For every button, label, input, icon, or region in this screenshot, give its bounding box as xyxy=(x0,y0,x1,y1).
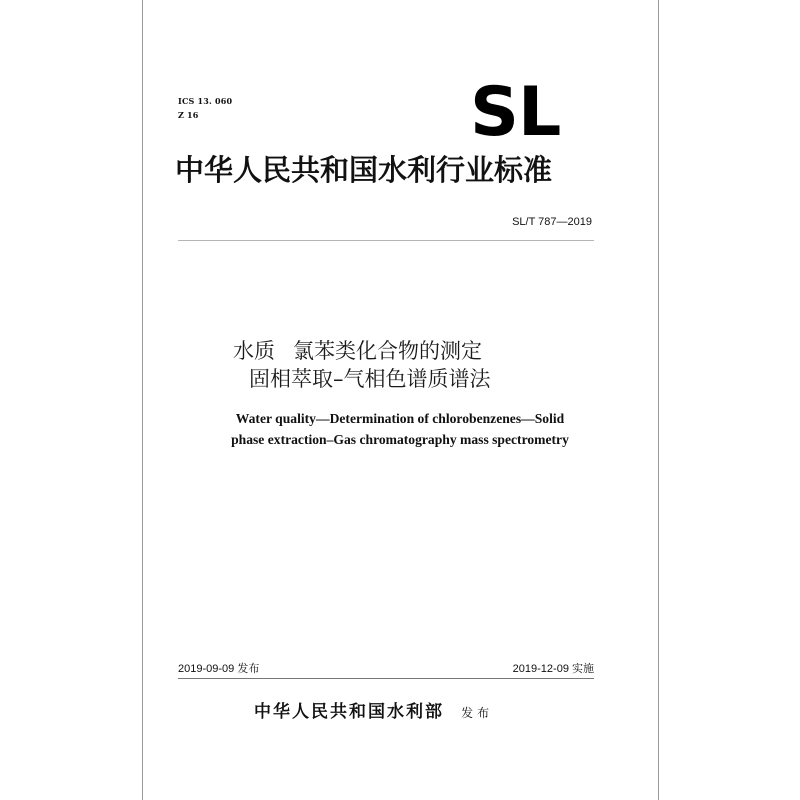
sl-standard-logo xyxy=(470,73,574,152)
english-title-line-1: Water quality—Determination of chlorobenzenes—Solid xyxy=(235,411,565,426)
title-determination: 氯苯类化合物的测定 xyxy=(293,339,482,363)
issuer-organization: 中华人民共和国水利部 xyxy=(254,702,444,722)
issuing-authority xyxy=(254,697,493,722)
issue-date: 2019-09-09 发布 xyxy=(178,663,260,675)
chinese-title-line-1 xyxy=(233,337,573,365)
issuer-action: 发布 xyxy=(461,706,494,720)
ccs-code: Z 16 xyxy=(178,110,199,120)
english-title-line-2: phase extraction–Gas chromatography mass spectrometry xyxy=(231,432,569,447)
classification-codes xyxy=(178,96,232,124)
english-document-title xyxy=(178,408,622,450)
logo-text: SL xyxy=(470,73,561,152)
title-subject: 水质 xyxy=(233,339,275,363)
chinese-document-title xyxy=(233,337,573,393)
top-divider xyxy=(178,240,594,241)
standard-code: SL/T 787—2019 xyxy=(512,216,592,228)
implementation-date: 2019-12-09 实施 xyxy=(512,663,594,675)
standard-series-title: 中华人民共和国水利行业标准 xyxy=(175,153,553,187)
chinese-title-line-2: 固相萃取–气相色谱质谱法 xyxy=(249,367,491,391)
date-row xyxy=(178,662,594,678)
ics-code: ICS 13. 060 xyxy=(178,96,233,106)
bottom-divider xyxy=(178,678,594,679)
